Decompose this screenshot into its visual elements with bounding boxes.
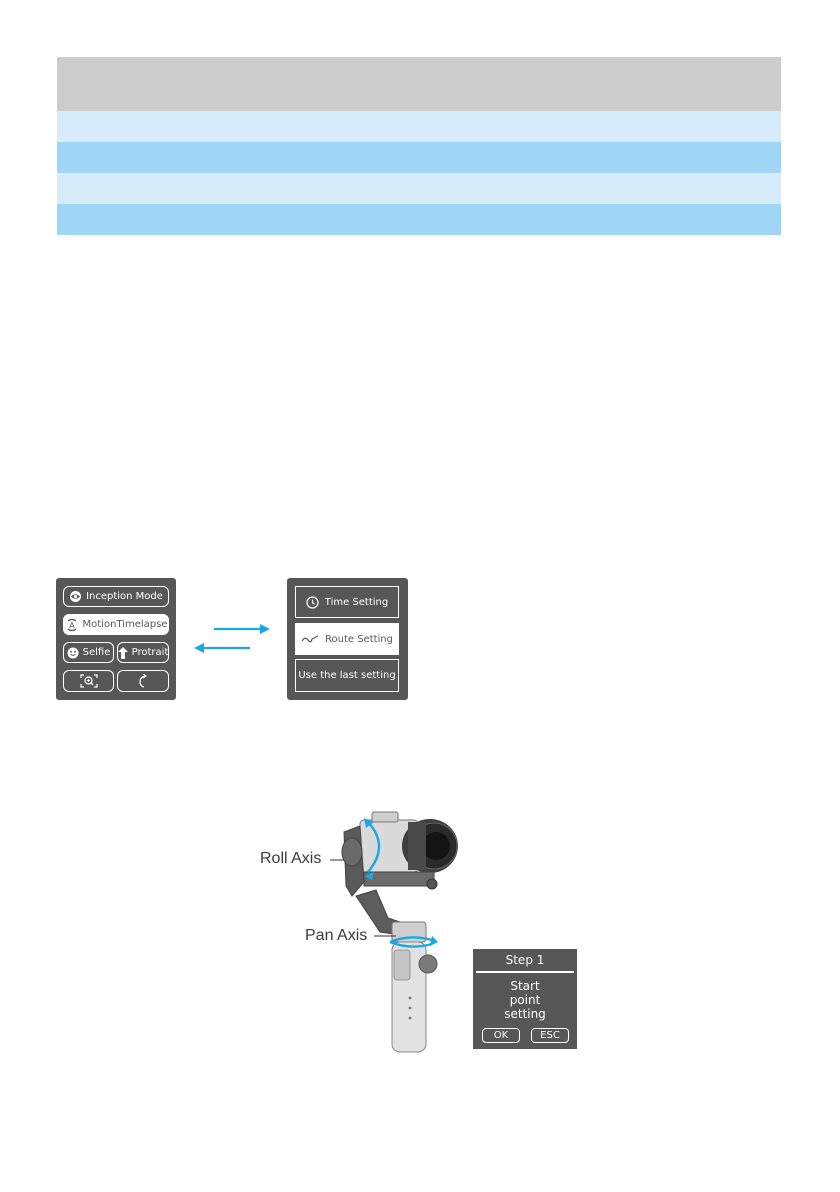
- menu-item-label: Inception Mode: [86, 591, 163, 602]
- step-message-line: setting: [504, 1007, 546, 1021]
- timelapse-setting-screen: [287, 578, 408, 700]
- option-label: Time Setting: [324, 596, 389, 608]
- up-arrow-icon: [118, 647, 128, 659]
- menu-item-inception-mode[interactable]: [63, 586, 169, 607]
- ok-button[interactable]: OK: [482, 1028, 520, 1043]
- route-setting-option[interactable]: [295, 623, 399, 655]
- switch-arrows-icon: [190, 620, 274, 660]
- step-title: Step 1: [505, 953, 545, 967]
- settings-table: [57, 57, 781, 235]
- main-menu-screen: [56, 578, 176, 700]
- menu-item-selfie[interactable]: [63, 642, 114, 663]
- route-icon: [301, 635, 319, 643]
- table-row: [57, 142, 781, 173]
- use-last-setting-option[interactable]: [295, 659, 399, 692]
- menu-item-motion-timelapse[interactable]: [63, 614, 169, 635]
- table-row: [57, 204, 781, 235]
- table-row: [57, 111, 781, 142]
- roll-axis-label: Roll Axis: [260, 850, 322, 867]
- esc-button[interactable]: ESC: [531, 1028, 569, 1043]
- table-row: [57, 173, 781, 204]
- time-setting-option[interactable]: [295, 586, 399, 618]
- menu-item-zoom[interactable]: [63, 670, 114, 692]
- step-message: [473, 979, 577, 1021]
- smiley-icon: [67, 647, 79, 659]
- option-label: Route Setting: [324, 633, 393, 645]
- zoom-icon: [80, 674, 98, 688]
- pan-axis-label: Pan Axis: [305, 927, 368, 944]
- step-screen: [473, 949, 577, 1049]
- clock-icon: [306, 596, 319, 609]
- motion-timelapse-icon: [65, 618, 79, 632]
- divider: [476, 971, 574, 973]
- table-header: [57, 57, 781, 111]
- inception-icon: [69, 590, 82, 603]
- step-message-line: Start: [510, 979, 540, 993]
- menu-item-portrait[interactable]: [117, 642, 169, 663]
- menu-item-label: MotionTimelapse: [82, 619, 168, 630]
- menu-item-label: Protrait: [131, 647, 169, 658]
- menu-item-label: Selfie: [82, 647, 111, 658]
- step-message-line: point: [509, 993, 541, 1007]
- rotate-icon: [138, 674, 148, 689]
- option-label: Use the last setting: [298, 670, 396, 681]
- svg-text:A: A: [68, 620, 75, 630]
- menu-item-rotate[interactable]: [117, 670, 169, 692]
